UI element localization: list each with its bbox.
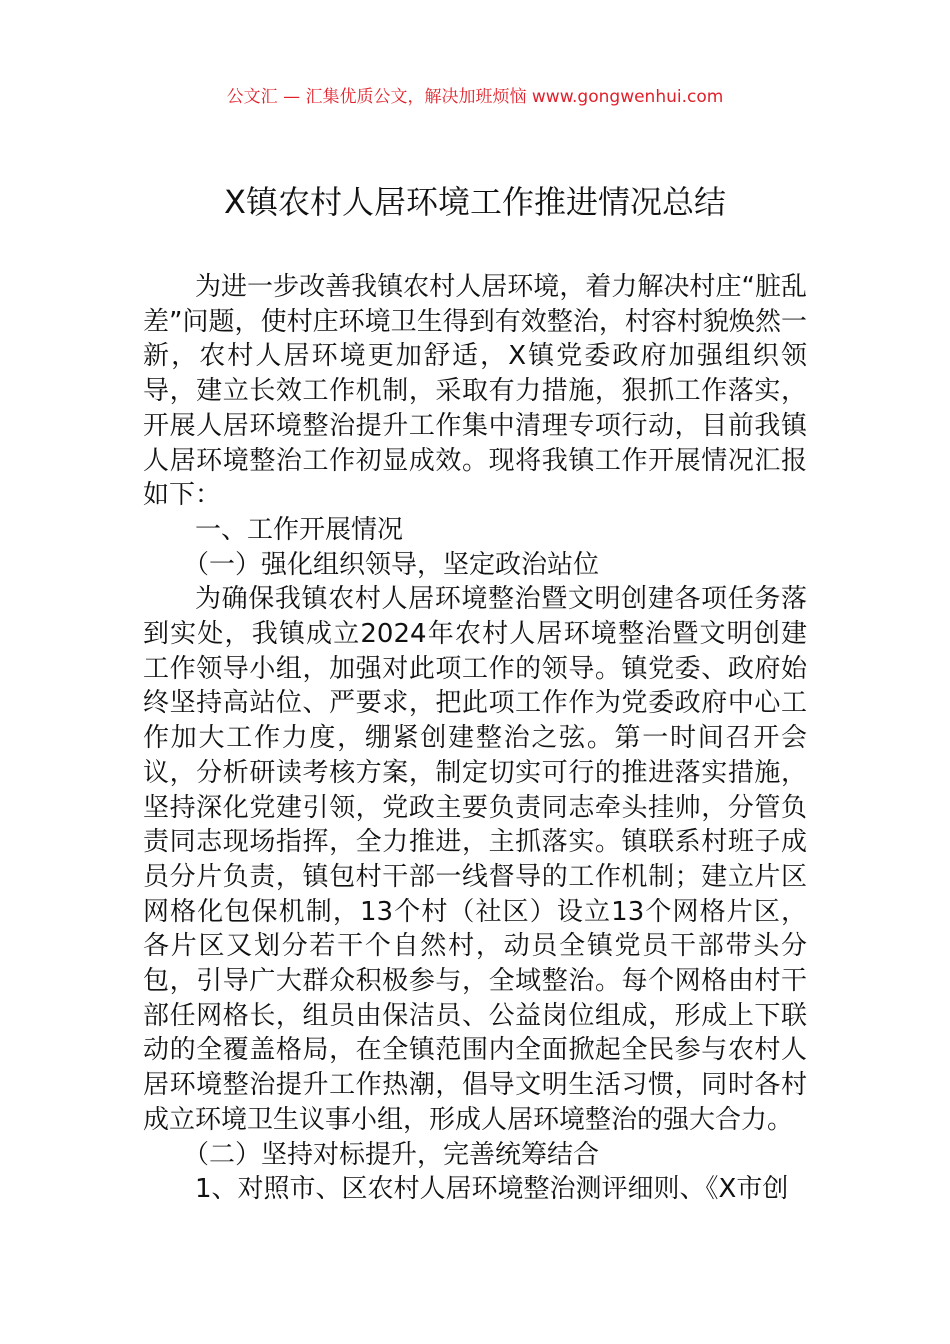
intro-paragraph: 为进一步改善我镇农村人居环境，着力解决村庄“脏乱差”问题，使村庄环境卫生得到有效整治，村容村貌焕然一新，农村人居环境更加舒适，X镇党委政府加强组织领导，建立长效工作机制，采取有力措施，狠抓工作落实，开展人居环境整治提升工作集中清理专项行动，目前我镇人居环境整治工作初显成效。现将我镇工作开展情况汇报如下： (143, 272, 807, 511)
list-item-1: 1、对照市、区农村人居环境整治测评细则、《X市创 (195, 1174, 789, 1205)
subsection-heading-2: （二）坚持对标提升，完善统筹结合 (183, 1139, 600, 1170)
body-paragraph-1: 为确保我镇农村人居环境整治暨文明创建各项任务落到实处，我镇成立2024年农村人居环境整治暨文明创建工作领导小组，加强对此项工作的领导。镇党委、政府始终坚持高站位、严要求，把此项工作作为党委政府中心工作加大工作力度，绷紧创建整治之弦。第一时间召开会议，分析研读考核方案，制定切实可行的推进落实措施，坚持深化党建引领，党政主要负责同志牵头挂帅，分管负责同志现场指挥，全力推进，主抓落实。镇联系村班子成员分片负责，镇包村干部一线督导的工作机制；建立片区网格化包保机制，13个村（社区）设立13个网格片区，各片区又划分若干个自然村，动员全镇党员干部带头分包，引导广大群众积极参与，全域整治。每个网格由村干部任网格长，组员由保洁员、公益岗位组成，形成上下联动的全覆盖格局，在全镇范围内全面掀起全民参与农村人居环境整治提升工作热潮，倡导文明生活习惯，同时各村成立环境卫生议事小组，形成人居环境整治的强大合力。 (143, 584, 807, 1135)
document-title: X镇农村人居环境工作推进情况总结 (224, 183, 726, 221)
section-heading-1: 一、工作开展情况 (195, 514, 404, 545)
watermark-header: 公文汇 — 汇集优质公文，解决加班烦恼 www.gongwenhui.com (226, 87, 724, 107)
document-body (143, 270, 807, 1207)
subsection-heading-1: （一）强化组织领导，坚定政治站位 (183, 549, 600, 580)
